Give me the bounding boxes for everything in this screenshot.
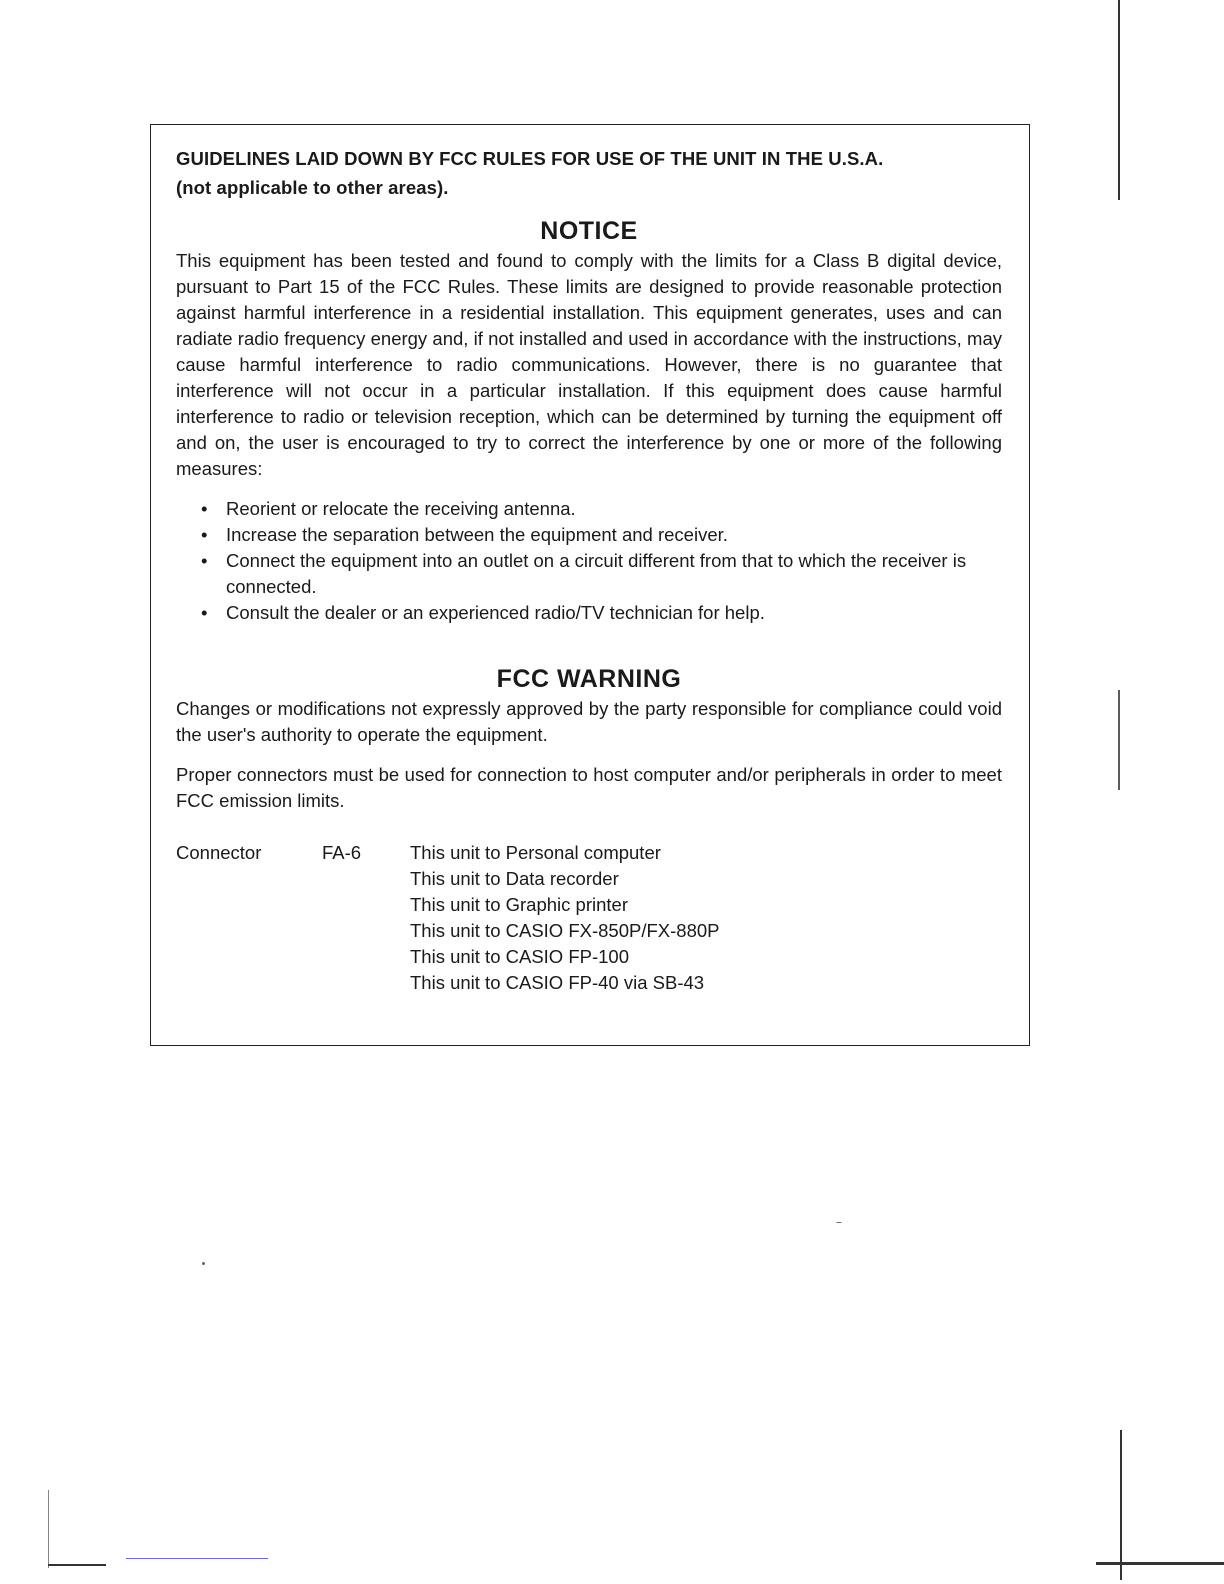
measure-text: Consult the dealer or an experienced radio/TV technician for help. xyxy=(226,602,765,623)
connector-label: Connector xyxy=(176,842,262,863)
list-item xyxy=(176,522,1002,548)
dust-speck xyxy=(202,1262,205,1265)
fcc-content xyxy=(176,144,1002,996)
guidelines-line-2: (not applicable to other areas). xyxy=(176,177,449,198)
list-item xyxy=(176,548,1002,600)
guidelines-line-1: GUIDELINES LAID DOWN BY FCC RULES FOR USE OF THE UNIT IN THE U.S.A. xyxy=(176,148,884,169)
right-scan-edge xyxy=(1118,0,1120,200)
connector-lines xyxy=(410,840,1002,996)
bottom-blue-line xyxy=(126,1558,268,1559)
warning-paragraph-1: Changes or modifications not expressly approved by the party responsible for compliance could void the user's authority to operate the equipment. xyxy=(176,698,1002,745)
dust-speck xyxy=(836,1222,842,1223)
connector-line: This unit to Data recorder xyxy=(410,868,619,889)
fcc-warning-title: FCC WARNING xyxy=(496,665,682,693)
bottom-right-scan-edge xyxy=(1096,1562,1224,1565)
notice-title: NOTICE xyxy=(540,217,638,245)
bullet-icon: • xyxy=(201,498,208,519)
bullet-icon: • xyxy=(201,602,208,623)
bullet-icon: • xyxy=(201,550,208,571)
measure-text: Reorient or relocate the receiving antenna. xyxy=(226,498,576,519)
connector-line: This unit to CASIO FX-850P/FX-880P xyxy=(410,920,720,941)
connector-line: This unit to Personal computer xyxy=(410,842,661,863)
bullet-icon: • xyxy=(201,524,208,545)
connector-line: This unit to Graphic printer xyxy=(410,894,628,915)
connector-table xyxy=(176,840,1002,996)
left-scan-edge xyxy=(48,1490,49,1568)
measures-list xyxy=(176,496,1002,626)
connector-line: This unit to CASIO FP-100 xyxy=(410,946,630,967)
connector-line: This unit to CASIO FP-40 via SB-43 xyxy=(410,972,705,993)
notice-body: This equipment has been tested and found to comply with the limits for a Class B digital device, pursuant to Part 15 of the FCC Rules. These limits are designed to provide reasonable protection against harmful interference in a residential installation. This equipment generates, uses and can radiate radio frequency energy and, if not installed and used in accordance with the instructions, may cause harmful interference to radio communications. However, there is no guarantee that interference will not occur in a particular installation. If this equipment does cause harmful interference to radio or television reception, which can be determined by turning the equipment off and on, the user is encouraged to try to correct the interference by one or more of the following measures: xyxy=(176,250,1002,479)
measure-text: Connect the equipment into an outlet on a circuit different from that to which the receiver is connected. xyxy=(226,550,967,597)
warning-paragraph-2: Proper connectors must be used for connection to host computer and/or peripherals in order to meet FCC emission limits. xyxy=(176,764,1002,811)
measure-text: Increase the separation between the equipment and receiver. xyxy=(226,524,728,545)
guidelines-heading xyxy=(176,144,1002,202)
list-item xyxy=(176,496,1002,522)
bottom-left-scan-edge xyxy=(48,1564,106,1566)
connector-model: FA-6 xyxy=(322,842,362,863)
list-item xyxy=(176,600,1002,626)
right-scan-edge-lower xyxy=(1118,690,1120,790)
right-scan-edge-bottom xyxy=(1120,1430,1122,1580)
